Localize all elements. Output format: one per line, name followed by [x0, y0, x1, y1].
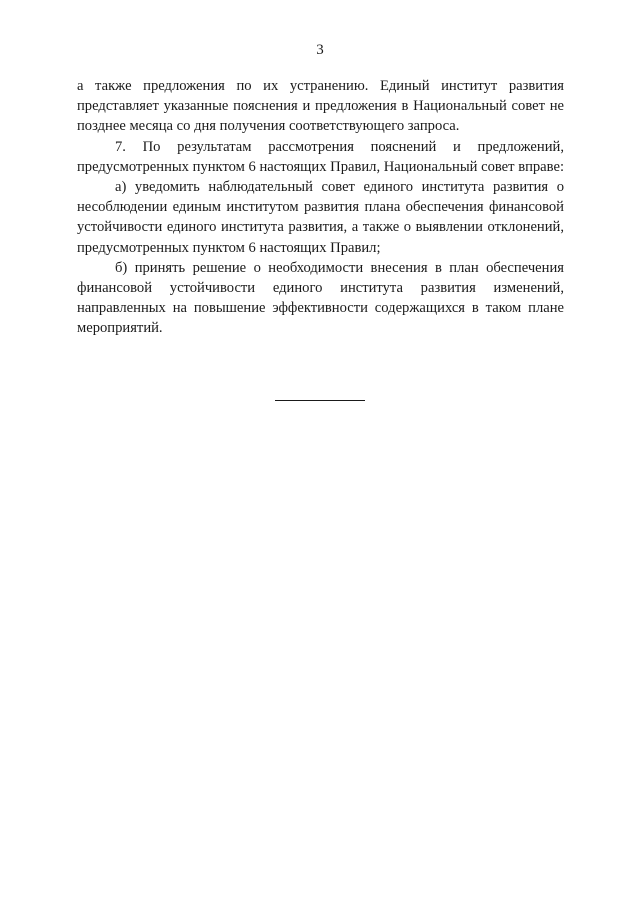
paragraph-continuation: а также предложения по их устранению. Единый институт развития представляет указанные пояснения и предложения в Национальный совет не позднее месяца со дня получения соответствующего запроса.	[77, 78, 564, 135]
document-body	[77, 76, 564, 339]
end-of-document-rule	[275, 400, 365, 401]
paragraph-item-7: 7. По результатам рассмотрения пояснений и предложений, предусмотренных пунктом 6 настоящих Правил, Национальный совет вправе:	[77, 138, 565, 175]
page-number: 3	[316, 42, 324, 58]
paragraph-subitem-b: б) принять решение о необходимости внесения в план обеспечения финансовой устойчивости единого института развития изменений, направленных на повышение эффективности содержащихся в таком плане мероприятий.	[77, 259, 564, 337]
paragraph-subitem-a: а) уведомить наблюдательный совет единого института развития о несоблюдении единым институтом развития плана обеспечения финансовой устойчивости единого института развития, а также о выявлении отклонений, предусмотренных пунктом 6 настоящих Правил;	[77, 179, 564, 256]
